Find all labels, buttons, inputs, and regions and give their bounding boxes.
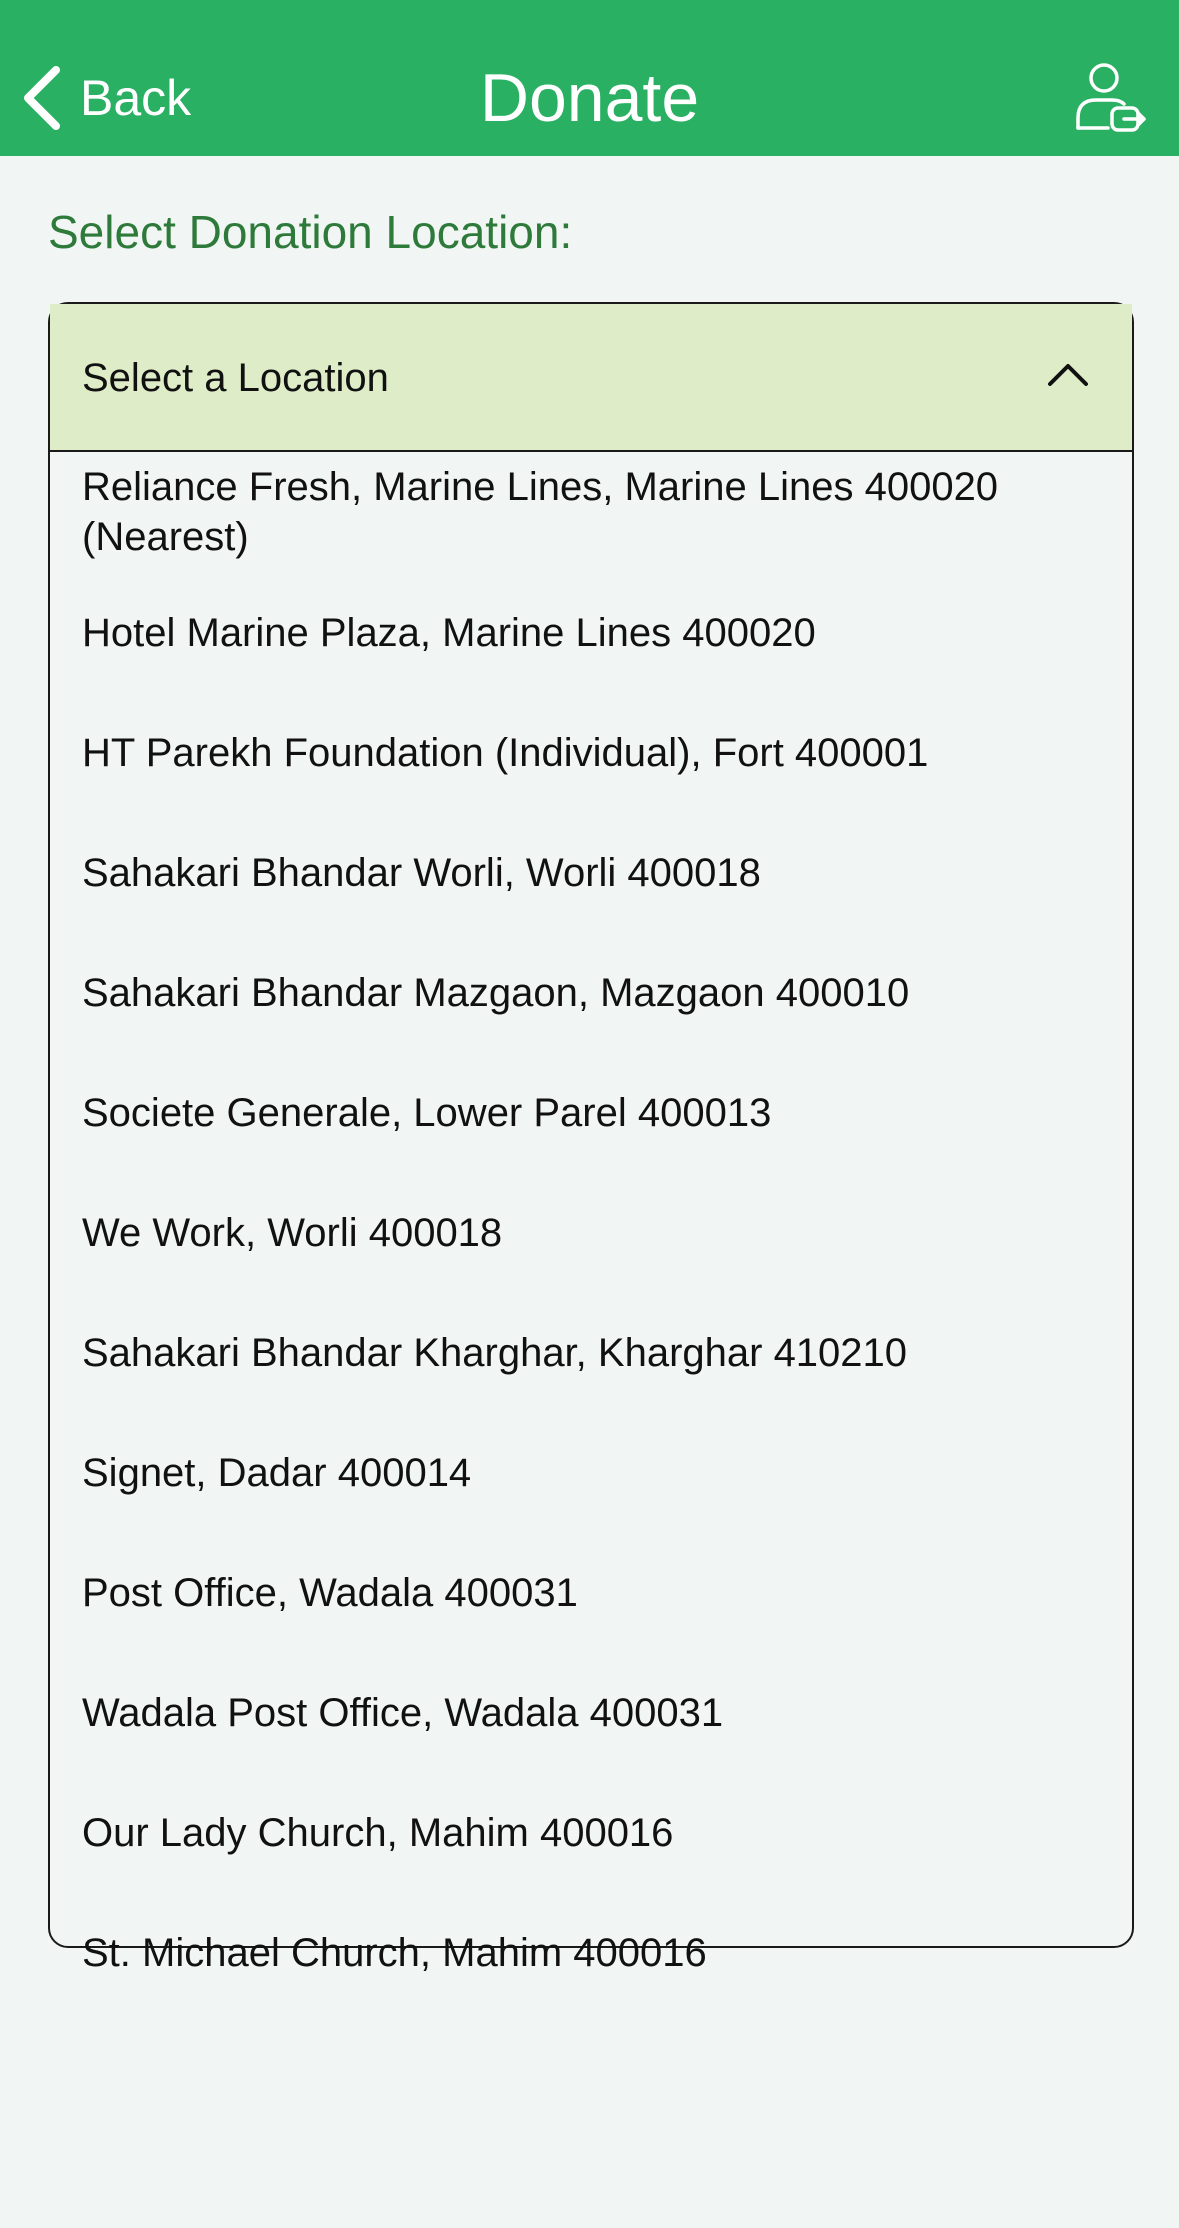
location-dropdown-header[interactable] bbox=[50, 304, 1132, 452]
location-option[interactable]: Societe Generale, Lower Parel 400013 bbox=[82, 1091, 772, 1135]
location-option[interactable]: Signet, Dadar 400014 bbox=[82, 1451, 472, 1495]
profile-logout-button[interactable] bbox=[1074, 62, 1146, 134]
navigation-bar bbox=[0, 0, 1179, 156]
location-option[interactable]: Post Office, Wadala 400031 bbox=[82, 1571, 578, 1615]
dropdown-selected-label: Select a Location bbox=[82, 356, 389, 400]
location-option[interactable]: We Work, Worli 400018 bbox=[82, 1211, 503, 1255]
location-option[interactable]: Reliance Fresh, Marine Lines, Marine Lines 400020 (Nearest) bbox=[82, 465, 999, 559]
location-option[interactable]: Sahakari Bhandar Mazgaon, Mazgaon 400010 bbox=[82, 971, 910, 1015]
page-title: Donate bbox=[479, 60, 700, 136]
location-option[interactable]: Our Lady Church, Mahim 400016 bbox=[82, 1811, 674, 1855]
donation-location-label: Select Donation Location: bbox=[48, 206, 573, 258]
location-dropdown bbox=[48, 302, 1134, 1975]
location-option[interactable]: Sahakari Bhandar Worli, Worli 400018 bbox=[82, 851, 761, 895]
location-option[interactable]: Wadala Post Office, Wadala 400031 bbox=[82, 1691, 724, 1735]
location-option[interactable]: Hotel Marine Plaza, Marine Lines 400020 bbox=[82, 611, 816, 655]
location-option[interactable]: St. Michael Church, Mahim 400016 bbox=[82, 1931, 707, 1975]
chevron-up-icon bbox=[1046, 360, 1090, 388]
location-option[interactable]: HT Parekh Foundation (Individual), Fort 400001 bbox=[82, 731, 929, 775]
back-label: Back bbox=[80, 70, 192, 126]
person-logout-icon bbox=[1074, 62, 1146, 134]
location-option[interactable]: Sahakari Bhandar Kharghar, Kharghar 410210 bbox=[82, 1331, 908, 1375]
location-options-list[interactable] bbox=[50, 452, 1132, 1975]
